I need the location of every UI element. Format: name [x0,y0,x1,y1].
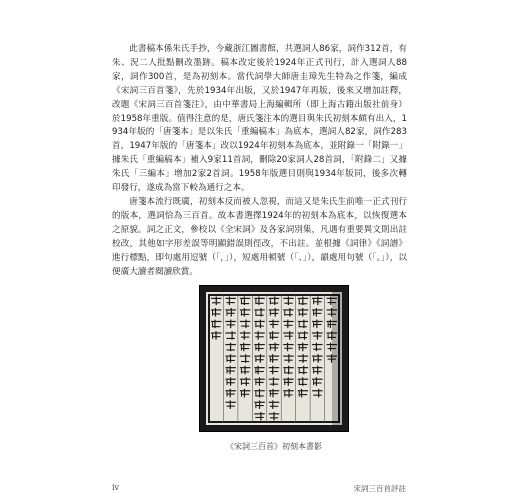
paragraph-2: 唐箋本流行既廣，初刻本反而被人忽視，而這又是朱氏生前唯一正式刊行的版本，選詞恰為三百首。故本書選擇1924年的初刻本為底本，以恢復選本之原貌。詞之正文，參校以《全宋詞》及各家詞別集，凡遇有重要異文則出註校改，其他如字形差誤等明顯錯誤則徑改，不出註。並根據《詞律》《詞譜》進行標點，即句處用逗號（「，」），短處用頓號（「、」），韻處用句號（「。」），以便廣大讀者閱讀欣賞。 [112,196,407,277]
paragraph-1: 此書稿本係朱氏手抄，今藏浙江圖書館，共選詞人86家，詞作312首，有朱、況二人批點刪改墨跡。稿本改定後於1924年正式刊行，計入選詞人88家，詞作300首，是為初刻本。當代詞學大師唐圭璋先生特為之作箋，編成《宋詞三百首箋》，先於1934年出版，又於1947年再版，後來又增加註釋，改題《宋詞三百首箋注》，由中華書局上海編輯所（即上海古籍出版社前身）於1958年重版。值得注意的是，唐氏箋注本的選目與朱氏初刻本頗有出入，1934年版的「唐箋本」是以朱氏「重編稿本」為底本，選詞人82家，詞作283首，1947年版的「唐箋本」改以1924年初刻本為底本，並附錄一「附錄一」據朱氏「重編稿本」補入9家11首詞，刪除20家詞人28首詞，「附錄二」又據朱氏「三編本」增加2家2首詞。1958年版選目則與1934年版同，後多次轉印發行，遂成為當下較為通行之本。 [112,44,407,194]
woodblock-print-image [199,285,349,432]
running-title: 宋詞三百首評註 [353,484,406,493]
figure-caption: 《宋詞三百首》初刻本書影 [226,442,322,451]
print-illustration [200,286,348,431]
body-text [112,43,407,279]
page-number: iv [112,483,120,492]
